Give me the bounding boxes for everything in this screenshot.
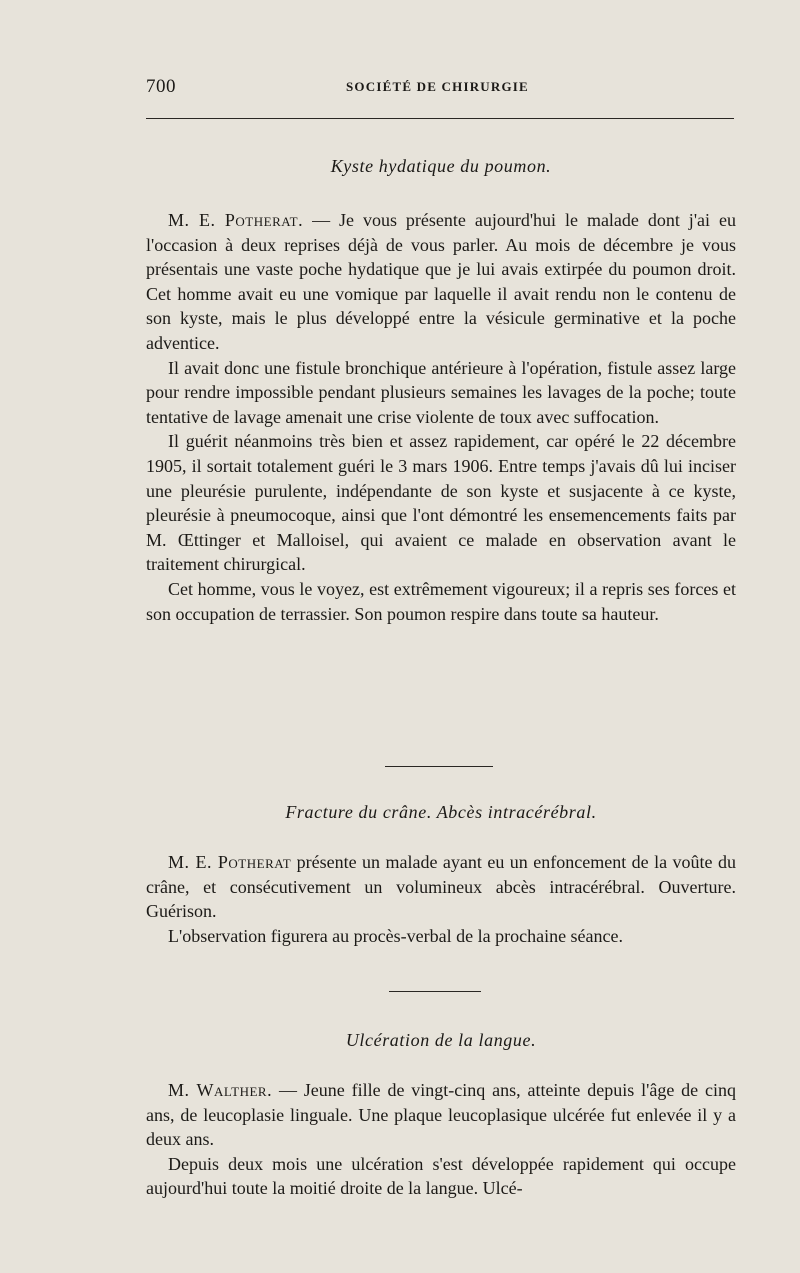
section-separator <box>389 991 481 992</box>
speaker-name: M. Walther. <box>168 1080 273 1100</box>
page-number: 700 <box>146 76 176 97</box>
section-body-fracture <box>146 850 736 948</box>
header-rule <box>146 118 734 119</box>
paragraph <box>146 356 736 430</box>
page-header <box>146 76 736 100</box>
paragraph-text: Il guérit néanmoins très bien et assez rapidement, car opéré le 22 décembre 1905, il sortait totalement guéri le 3 mars 1906. Entre temps j'avais dû lui inciser une pleurésie purulente, indépendante de son kyste et susjacente à ce kyste, pleurésie à pneumocoque, ainsi que l'ont démontré les ensemencements faits par M. Œttinger et Malloisel, qui avaient ce malade en observation avant le traitement chirurgical. <box>146 431 736 575</box>
paragraph <box>146 850 736 924</box>
section-separator <box>385 766 493 767</box>
paragraph-text: Il avait donc une fistule bronchique antérieure à l'opération, fistule assez large pour rendre impossible pendant plusieurs semaines les lavages de la poche; toute tentative de lavage amenait une crise violente de toux avec suffocation. <box>146 357 736 427</box>
running-head: SOCIÉTÉ DE CHIRURGIE <box>346 79 529 94</box>
paragraph <box>146 208 736 356</box>
section-body-kyste <box>146 208 736 626</box>
section-title-ulceration: Ulcération de la langue. <box>345 1030 537 1050</box>
paragraph <box>146 1152 736 1201</box>
section-title-kyste: Kyste hydatique du poumon. <box>330 156 552 176</box>
paragraph-text: — Jeune fille de vingt-cinq ans, atteinte depuis l'âge de cinq ans, de leucoplasie linguale. Une plaque leucoplasique ulcérée fut enlevée il y a deux ans. <box>146 1080 736 1150</box>
speaker-name: M. E. Potherat. <box>168 210 304 230</box>
paragraph-text: — Je vous présente aujourd'hui le malade dont j'ai eu l'occasion à deux reprises déjà de vous parler. Au mois de décembre je vous présentais une vaste poche hydatique que je lui avais extirpée du poumon droit. Cet homme avait eu une vomique par laquelle il avait rendu non le contenu de son kyste, mais le plus développé entre la vésicule germinative et la poche adventice. <box>146 210 736 353</box>
paragraph <box>146 1078 736 1152</box>
section-title-fracture: Fracture du crâne. Abcès intracérébral. <box>285 802 597 822</box>
speaker-name: M. E. Potherat <box>168 852 292 872</box>
paragraph-text: L'observation figurera au procès-verbal de la prochaine séance. <box>168 925 624 946</box>
paragraph <box>146 429 736 577</box>
paragraph-text: présente un malade ayant eu un enfoncement de la voûte du crâne, et consécutivement un volumineux abcès intracérébral. Ouverture. Guérison. <box>146 852 736 922</box>
paragraph <box>146 924 736 949</box>
paragraph-text: Depuis deux mois une ulcération s'est développée rapidement qui occupe aujourd'hui toute la moitié droite de la langue. Ulcé- <box>146 1153 736 1199</box>
paragraph-text: Cet homme, vous le voyez, est extrêmement vigoureux; il a repris ses forces et son occupation de terrassier. Son poumon respire dans toute sa hauteur. <box>146 578 736 624</box>
paragraph <box>146 577 736 626</box>
section-body-ulceration <box>146 1078 736 1201</box>
